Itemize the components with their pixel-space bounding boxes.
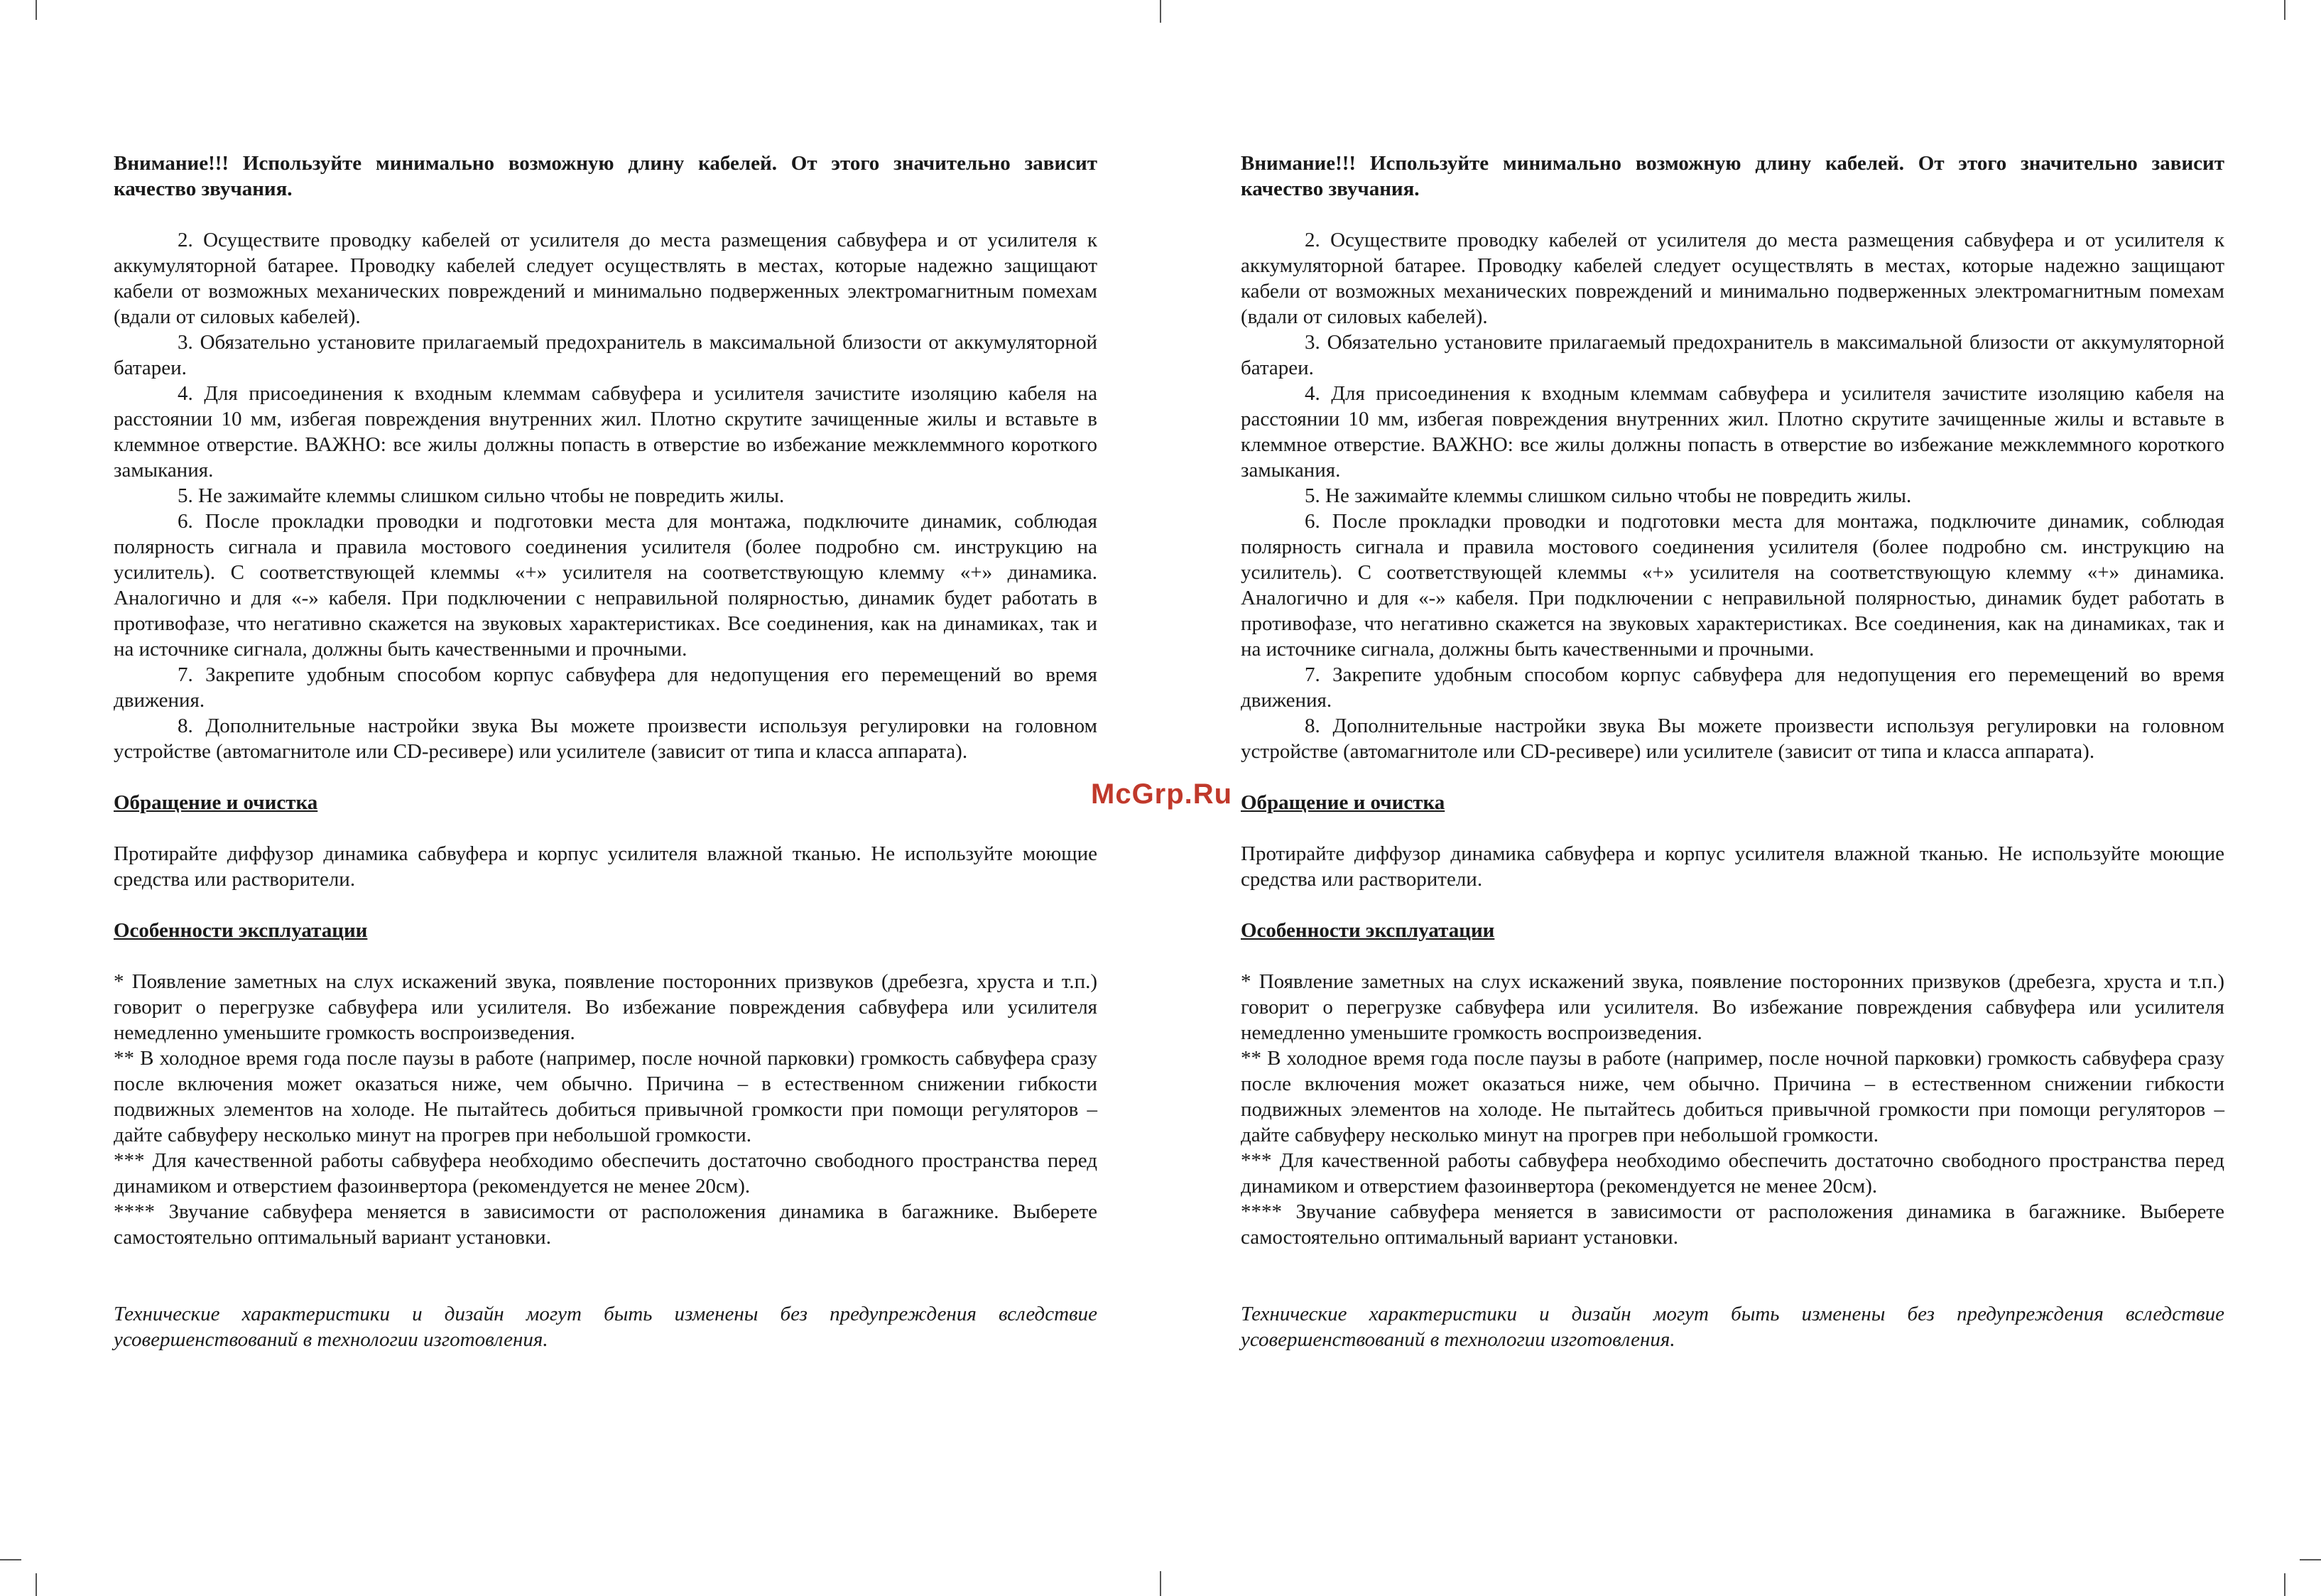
note-2: ** В холодное время года после паузы в работе (например, после ночной парковки) громкость сабвуфера сразу после включения может оказаться ниже, чем обычно. Причина – в естественном снижении гибкости подвижных элементов на холоде. Не пытайтесь добиться привычной громкости при помощи регуляторов – дайте сабвуферу несколько минут на прогрев при небольшой громкости. bbox=[1241, 1047, 2224, 1146]
step-5: 5. Не зажимайте клеммы слишком сильно чтобы не повредить жилы. bbox=[178, 484, 785, 507]
note-4: **** Звучание сабвуфера меняется в зависимости от расположения динамика в багажнике. Выберете самостоятельно оптимальный вариант установки. bbox=[114, 1200, 1097, 1249]
step-5: 5. Не зажимайте клеммы слишком сильно чтобы не повредить жилы. bbox=[1305, 484, 1912, 507]
step-3: 3. Обязательно установите прилагаемый предохранитель в максимальной близости от аккумуляторной батареи. bbox=[1241, 331, 2224, 379]
step-8: 8. Дополнительные настройки звука Вы можете произвести используя регулировки на головном устройстве (автомагнитоле или CD-ресивере) или усилителе (зависит от типа и класса аппарата). bbox=[114, 715, 1097, 763]
crop-mark-bottom-right-v bbox=[2284, 1573, 2285, 1596]
step-7: 7. Закрепите удобным способом корпус сабвуфера для недопущения его перемещений во время движения. bbox=[1241, 663, 2224, 712]
crop-mark-bottom-center bbox=[1160, 1571, 1161, 1596]
cleaning-text: Протирайте диффузор динамика сабвуфера и корпус усилителя влажной тканью. Не используйте моющие средства или растворители. bbox=[1241, 842, 2224, 891]
step-2: 2. Осуществите проводку кабелей от усилителя до места размещения сабвуфера и от усилителя к аккумуляторной батарее. Проводку кабелей следует осуществлять в местах, которые надежно защищают кабели от возможных механических повреждений и минимально подверженных электромагнитным помехам (вдали от силовых кабелей). bbox=[1241, 229, 2224, 328]
crop-mark-bottom-left-h bbox=[0, 1559, 21, 1560]
step-2: 2. Осуществите проводку кабелей от усилителя до места размещения сабвуфера и от усилителя к аккумуляторной батарее. Проводку кабелей следует осуществлять в местах, которые надежно защищают кабели от возможных механических повреждений и минимально подверженных электромагнитным помехам (вдали от силовых кабелей). bbox=[114, 229, 1097, 328]
crop-mark-top-center bbox=[1160, 0, 1161, 23]
crop-mark-bottom-left-v bbox=[36, 1573, 37, 1596]
note-3: *** Для качественной работы сабвуфера необходимо обеспечить достаточно свободного пространства перед динамиком и отверстием фазоинвертора (рекомендуется не менее 20см). bbox=[114, 1149, 1097, 1198]
crop-mark-top-left-v bbox=[36, 0, 37, 20]
usage-heading: Особенности эксплуатации bbox=[114, 919, 368, 942]
step-7: 7. Закрепите удобным способом корпус сабвуфера для недопущения его перемещений во время движения. bbox=[114, 663, 1097, 712]
note-1: * Появление заметных на слух искажений звука, появление посторонних призвуков (дребезга, хруста и т.п.) говорит о перегрузке сабвуфера или усилителя. Во избежание повреждения сабвуфера или усилителя немедленно уменьшите громкость воспроизведения. bbox=[114, 970, 1097, 1044]
note-3: *** Для качественной работы сабвуфера необходимо обеспечить достаточно свободного пространства перед динамиком и отверстием фазоинвертора (рекомендуется не менее 20см). bbox=[1241, 1149, 2224, 1198]
installation-steps bbox=[114, 227, 1097, 764]
warning-paragraph: Внимание!!! Используйте минимально возможную длину кабелей. От этого значительно зависит качество звучания. bbox=[1241, 152, 2224, 200]
cleaning-heading: Обращение и очистка bbox=[1241, 791, 1445, 814]
step-4: 4. Для присоединения к входным клеммам сабвуфера и усилителя зачистите изоляцию кабеля на расстоянии 10 мм, избегая повреждения внутренних жил. Плотно скрутите зачищенные жилы и вставьте в клеммное отверстие. ВАЖНО: все жилы должны попасть в отверстие во избежание межклеммного короткого замыкания. bbox=[1241, 382, 2224, 482]
step-8: 8. Дополнительные настройки звука Вы можете произвести используя регулировки на головном устройстве (автомагнитоле или CD-ресивере) или усилителе (зависит от типа и класса аппарата). bbox=[1241, 715, 2224, 763]
cleaning-text: Протирайте диффузор динамика сабвуфера и корпус усилителя влажной тканью. Не используйте моющие средства или растворители. bbox=[114, 842, 1097, 891]
disclaimer: Технические характеристики и дизайн могут быть изменены без предупреждения вследствие усовершенствований в технологии изготовления. bbox=[1241, 1303, 2224, 1351]
cleaning-heading: Обращение и очистка bbox=[114, 791, 318, 814]
note-4: **** Звучание сабвуфера меняется в зависимости от расположения динамика в багажнике. Выберете самостоятельно оптимальный вариант установки. bbox=[1241, 1200, 2224, 1249]
step-3: 3. Обязательно установите прилагаемый предохранитель в максимальной близости от аккумуляторной батареи. bbox=[114, 331, 1097, 379]
crop-mark-bottom-right-h bbox=[2300, 1559, 2321, 1560]
installation-steps bbox=[1241, 227, 2224, 764]
step-6: 6. После прокладки проводки и подготовки места для монтажа, подключите динамик, соблюдая полярность сигнала и правила мостового соединения усилителя (более подробно см. инструкцию на усилитель). С соответствующей клеммы «+» усилителя на соответствующую клемму «+» динамика. Аналогично и для «-» кабеля. При подключении с неправильной полярностью, динамик будет работать в противофазе, что негативно скажется на звуковых характеристиках. Все соединения, как на динамиках, так и на источнике сигнала, должны быть качественными и прочными. bbox=[114, 510, 1097, 661]
disclaimer: Технические характеристики и дизайн могут быть изменены без предупреждения вследствие усовершенствований в технологии изготовления. bbox=[114, 1303, 1097, 1351]
note-1: * Появление заметных на слух искажений звука, появление посторонних призвуков (дребезга, хруста и т.п.) говорит о перегрузке сабвуфера или усилителя. Во избежание повреждения сабвуфера или усилителя немедленно уменьшите громкость воспроизведения. bbox=[1241, 970, 2224, 1044]
step-4: 4. Для присоединения к входным клеммам сабвуфера и усилителя зачистите изоляцию кабеля на расстоянии 10 мм, избегая повреждения внутренних жил. Плотно скрутите зачищенные жилы и вставьте в клеммное отверстие. ВАЖНО: все жилы должны попасть в отверстие во избежание межклеммного короткого замыкания. bbox=[114, 382, 1097, 482]
note-2: ** В холодное время года после паузы в работе (например, после ночной парковки) громкость сабвуфера сразу после включения может оказаться ниже, чем обычно. Причина – в естественном снижении гибкости подвижных элементов на холоде. Не пытайтесь добиться привычной громкости при помощи регуляторов – дайте сабвуферу несколько минут на прогрев при небольшой громкости. bbox=[114, 1047, 1097, 1146]
page-left bbox=[114, 151, 1097, 1352]
crop-mark-top-right-v bbox=[2284, 0, 2285, 20]
step-6: 6. После прокладки проводки и подготовки места для монтажа, подключите динамик, соблюдая полярность сигнала и правила мостового соединения усилителя (более подробно см. инструкцию на усилитель). С соответствующей клеммы «+» усилителя на соответствующую клемму «+» динамика. Аналогично и для «-» кабеля. При подключении с неправильной полярностью, динамик будет работать в противофазе, что негативно скажется на звуковых характеристиках. Все соединения, как на динамиках, так и на источнике сигнала, должны быть качественными и прочными. bbox=[1241, 510, 2224, 661]
page-right bbox=[1241, 151, 2224, 1352]
usage-notes bbox=[1241, 969, 2224, 1250]
usage-heading: Особенности эксплуатации bbox=[1241, 919, 1495, 942]
usage-notes bbox=[114, 969, 1097, 1250]
warning-paragraph: Внимание!!! Используйте минимально возможную длину кабелей. От этого значительно зависит качество звучания. bbox=[114, 152, 1097, 200]
watermark-logo: McGrp.Ru bbox=[1091, 778, 1233, 810]
